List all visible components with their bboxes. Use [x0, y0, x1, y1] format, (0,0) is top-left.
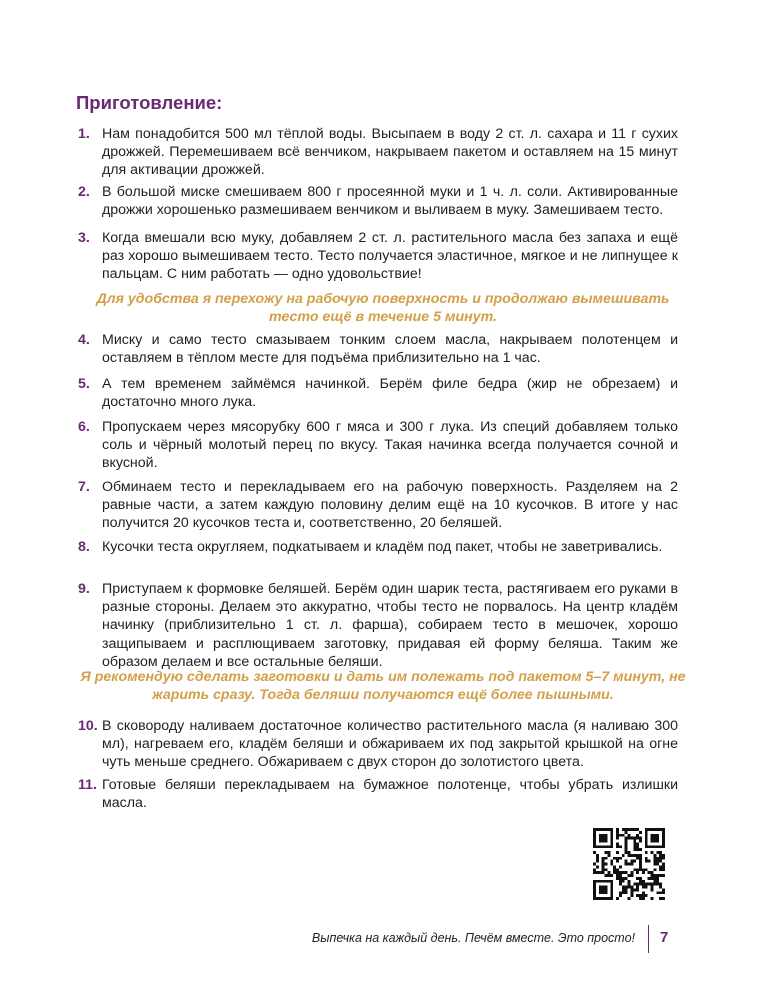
step-number: 4. [78, 332, 90, 348]
qr-code-icon [593, 828, 665, 900]
step-text: Обминаем тесто и перекладываем его на рабочую поверхность. Разделяем на 2 равные части, а затем каждую половину делим ещё на 10 кусочков. В итоге у нас получится 20 кусочков теста и, соответственно, 20 беляшей. [102, 479, 678, 532]
step-item [78, 580, 678, 671]
step-text: В большой миске смешиваем 800 г просеянной муки и 1 ч. л. соли. Активированные дрожжи хорошенько размешиваем венчиком и выливаем в муку. Замешиваем тесто. [102, 184, 678, 219]
step-text: Пропускаем через мясорубку 600 г мяса и 300 г лука. Из специй добавляем только соль и чёрный молотый перец по вкусу. Такая начинка всегда получается сочной и вкусной. [102, 419, 678, 472]
step-number: 2. [78, 184, 90, 200]
step-text: Кусочки теста округляем, подкатываем и кладём под пакет, чтобы не заветривались. [102, 539, 663, 555]
section-heading: Приготовление: [76, 92, 223, 113]
step-text: В сковороду наливаем достаточное количество растительного масла (я наливаю 300 мл), нагреваем его, кладём беляши и обжариваем их под закрытой крышкой на огне чуть меньше среднего. Обжариваем с двух сторон до золотистого цвета. [102, 718, 678, 771]
tip-note: Я рекомендую сделать заготовки и дать им полежать под пакетом 5–7 минут, не жарить сразу. Тогда беляши получаются ещё более пышными. [80, 669, 686, 704]
step-item [78, 331, 678, 367]
footer-divider [648, 925, 649, 953]
step-number: 8. [78, 539, 90, 555]
step-number: 6. [78, 419, 90, 435]
step-text: Приступаем к формовке беляшей. Берём один шарик теста, растягиваем его руками в разные стороны. Делаем это аккуратно, чтобы тесто не порвалось. На центр кладём начинку (приблизительно 1 ст. л. фарша), собираем тесто в мешочек, хорошо защипываем и расплющиваем заготовку, придавая ей форму беляша. Таким же образом делаем и все остальные беляши. [102, 581, 678, 670]
step-item [78, 229, 678, 284]
step-item [78, 183, 678, 219]
step-item [78, 776, 678, 812]
step-number: 11. [78, 777, 97, 793]
step-item [78, 375, 678, 411]
step-number: 3. [78, 230, 90, 246]
step-number: 5. [78, 376, 90, 392]
step-item [78, 538, 678, 556]
step-number: 1. [78, 126, 90, 142]
page-number: 7 [660, 929, 669, 946]
step-text: А тем временем займёмся начинкой. Берём филе бедра (жир не обрезаем) и достаточно много лука. [102, 376, 678, 411]
step-item [78, 478, 678, 533]
step-item [78, 418, 678, 473]
step-item [78, 125, 678, 180]
step-text: Миску и само тесто смазываем тонким слоем масла, накрываем полотенцем и оставляем в тёплом месте для подъёма приблизительно на 1 час. [102, 332, 678, 367]
step-text: Готовые беляши перекладываем на бумажное полотенце, чтобы убрать излишки масла. [102, 777, 678, 812]
step-number: 10. [78, 718, 98, 734]
step-number: 9. [78, 581, 90, 597]
step-item [78, 717, 678, 772]
step-number: 7. [78, 479, 90, 495]
step-text: Когда вмешали всю муку, добавляем 2 ст. л. растительного масла без запаха и ещё раз хорошо вымешиваем тесто. Тесто получается эластичное, мягкое и не липнущее к пальцам. С ним работать — одно удовольствие! [102, 230, 678, 283]
tip-note: Для удобства я перехожу на рабочую поверхность и продолжаю вымешивать тесто ещё в течение 5 минут. [96, 291, 670, 326]
footer-book-title: Выпечка на каждый день. Печём вместе. Это просто! [311, 931, 635, 945]
step-text: Нам понадобится 500 мл тёплой воды. Высыпаем в воду 2 ст. л. сахара и 11 г сухих дрожжей. Перемешиваем всё венчиком, накрываем пакетом и оставляем на 15 минут для активации дрожжей. [102, 126, 678, 179]
